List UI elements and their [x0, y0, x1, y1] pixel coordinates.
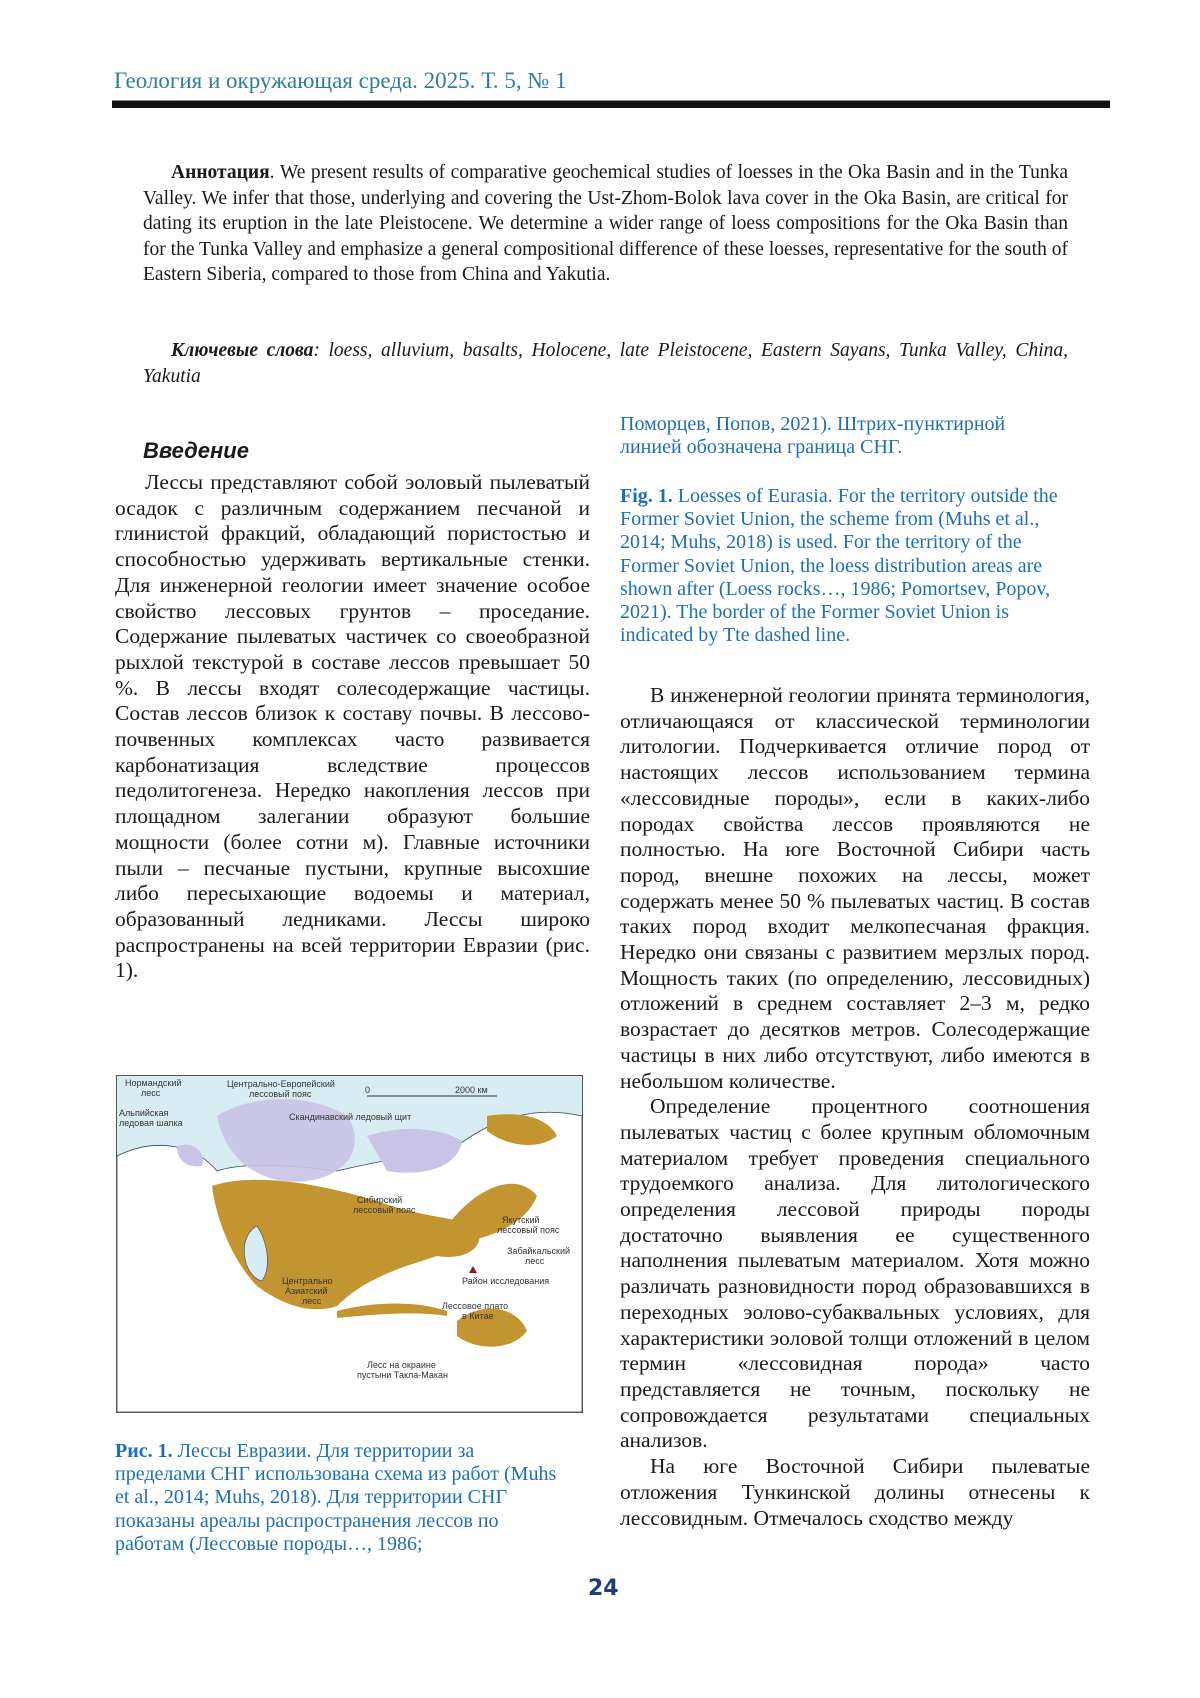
section-title: Введение — [143, 438, 249, 464]
map-label: Якутский — [502, 1215, 540, 1225]
map-label: Лесс на окраине — [367, 1360, 436, 1370]
paragraph: На юге Восточной Сибири пылеватые отложения Тункинской долины отнесены к лессовидным. Отмечалось сходство между — [620, 1454, 1090, 1531]
map-label: Азиатский — [285, 1286, 327, 1296]
left-column-text — [115, 470, 590, 984]
figure-caption-ru-continued: Поморцев, Попов, 2021). Штрих-пунктирной линией обозначена граница СНГ. — [620, 413, 1060, 459]
map-label: Скандинавский ледовый щит — [289, 1112, 411, 1122]
map-label: пустыни Такла-Макан — [357, 1370, 448, 1380]
map-label: Нормандский — [125, 1078, 181, 1088]
map-label: в Китае — [462, 1311, 494, 1321]
caption-label: Рис. 1. — [115, 1440, 173, 1462]
map-label: лессовый пояс — [353, 1205, 416, 1215]
map-label: Центрально-Европейский — [227, 1079, 335, 1089]
page-number: 24 — [588, 1576, 619, 1601]
caption-text: Лессы Евразии. Для территории за пределами СНГ использована схема из работ (Muhs et al., 2014; Muhs, 2018). Для территории СНГ показаны ареалы распространения лессов по работам (Лессовые породы…, 1986; — [115, 1440, 556, 1555]
right-column-text — [620, 683, 1090, 1531]
map-label: лессовый пояс — [249, 1089, 312, 1099]
map-label: Забайкальский — [507, 1246, 570, 1256]
header-rule — [112, 100, 1110, 108]
figure-caption-ru — [115, 1440, 565, 1556]
figure-caption-en — [620, 485, 1065, 647]
map-label: Центрально — [282, 1276, 333, 1286]
map-label: 2000 км — [455, 1085, 488, 1095]
abstract — [143, 160, 1068, 288]
map-label: Район исследования — [462, 1276, 549, 1286]
caption-text: Loesses of Eurasia. For the territory outside the Former Soviet Union, the scheme from (Muhs et al., 2014; Muhs, 2018) is used. For the territory of the Former Soviet Union, the loess distribution areas are shown after (Loess rocks…, 1986; Pomortsev, Popov, 2021). The border of the Former Soviet Union is indicated by Tte dashed line. — [620, 485, 1058, 646]
map-label: лесс — [302, 1296, 322, 1306]
keywords — [143, 338, 1068, 389]
paragraph: Лессы представляют собой эоловый пылеватый осадок с различным содержанием песчаной и глинистой фракций, обладающий пористостью и способностью удерживать вертикальные стенки. Для инженерной геологии имеет значение особое свойство лессовых грунтов – проседание. Содержание пылеватых частичек со своеобразной рыхлой текстурой в составе лессов превышает 50 %. В лессы входят солесодержащие частицы. Состав лессов близок к составу почвы. В лессово-почвенных комплексах часто развивается карбонатизация вследствие процессов педолитогенеза. Нередко накопления лессов при площадном залегании образуют большие мощности (более сотни м). Главные источники пыли – песчаные пустыни, крупные высохшие либо пересыхающие водоемы и материал, образованный ледниками. Лессы широко распространены на всей территории Евразии (рис. 1). — [115, 470, 590, 984]
paragraph: Определение процентного соотношения пылеватых частиц с более крупным обломочным материалом требует проведения специального трудоемкого анализа. Для литологического определения лессовой природы породы достаточно выявления ее существенного наполнения пылеватым материалом. Хотя можно различать разновидности пород образовавшихся в переходных эолово-субаквальных условиях, для характеристики эоловой толщи отложений в целом термин «лессовидная порода» часто представляется не точным, поскольку не сопровождается результатами специальных анализов. — [620, 1094, 1090, 1454]
abstract-label: Аннотация — [171, 162, 270, 183]
map-label: лессовый пояс — [497, 1225, 560, 1235]
map-label: Альпийская — [119, 1108, 169, 1118]
eurasia-loess-map — [117, 1076, 582, 1412]
map-label: 0 — [365, 1085, 370, 1095]
keywords-label: Ключевые слова — [171, 340, 313, 361]
map-label: лесс — [525, 1256, 545, 1266]
paragraph: В инженерной геологии принята терминология, отличающаяся от классической терминологии литологии. Подчеркивается отличие пород от настоящих лессов использованием термина «лессовидные породы», если в каких-либо породах свойства лессов проявляются не полностью. На юге Восточной Сибири часть пород, внешне похожих на лессы, может содержать менее 50 % пылеватых частиц. В состав таких пород входит мелкопесчаная фракция. Нередко они связаны с развитием мерзлых пород. Мощность таких (по определению, лессовидных) отложений в среднем составляет 2–3 м, редко возрастает до десятков метров. Солесодержащие частицы в них либо отсутствуют, либо имеются в небольшом количестве. — [620, 683, 1090, 1094]
keywords-text: : loess, alluvium, basalts, Holocene, late Pleistocene, Eastern Sayans, Tunka Valley, China, Yakutia — [143, 340, 1068, 387]
journal-header: Геология и окружающая среда. 2025. Т. 5, № 1 — [114, 68, 567, 94]
caption-label: Fig. 1. — [620, 485, 673, 507]
figure-map — [116, 1075, 583, 1413]
map-label: Сибирский — [357, 1195, 402, 1205]
map-label: лесс — [141, 1088, 161, 1098]
abstract-text: . We present results of comparative geochemical studies of loesses in the Oka Basin and in the Tunka Valley. We infer that those, underlying and covering the Ust-Zhom-Bolok lava cover in the Oka Basin, are critical for dating its eruption in the late Pleistocene. We determine a wider range of loess compositions for the Oka Basin than for the Tunka Valley and emphasize a general compositional difference of these loesses, representative for the south of Eastern Siberia, compared to those from China and Yakutia. — [143, 162, 1068, 285]
map-label: Лессовое плато — [442, 1301, 508, 1311]
map-label: ледовая шапка — [119, 1118, 183, 1128]
